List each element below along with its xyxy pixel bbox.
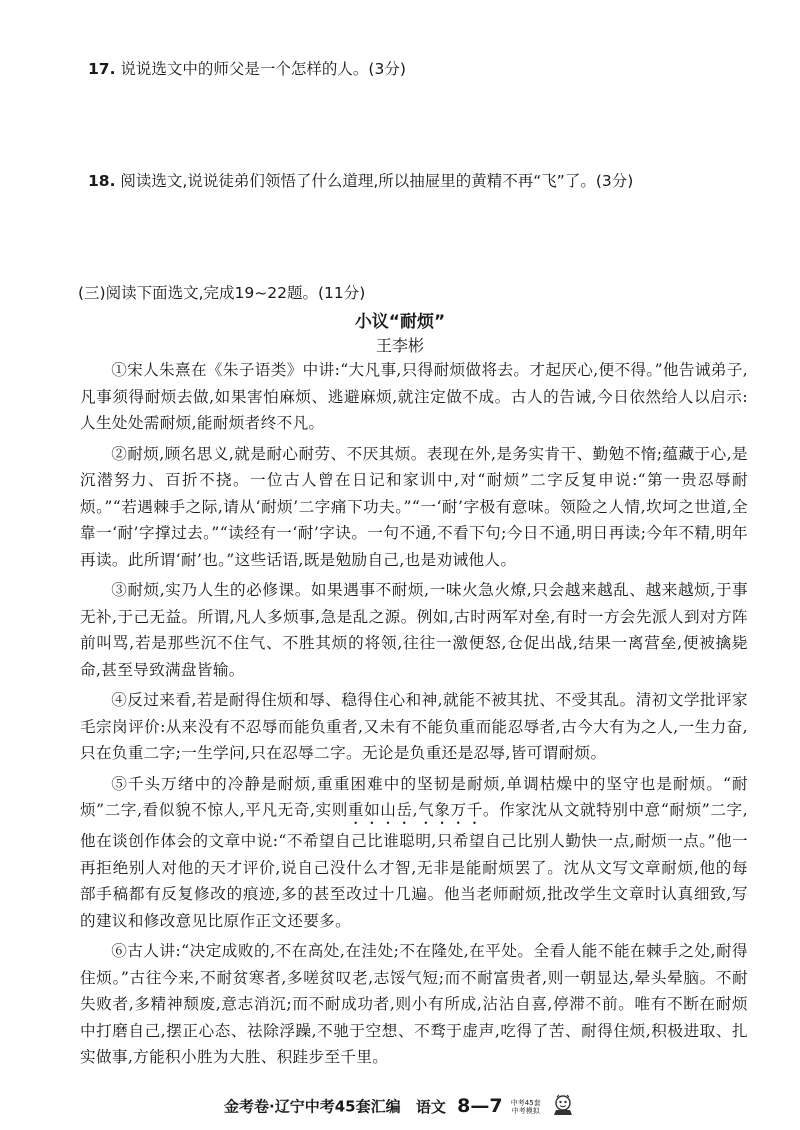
- paragraph-5-comma: ,: [412, 801, 418, 819]
- paragraph-5-part-1: ⑤千头万绪中的冷静是耐烦,重重困难中的坚韧是耐烦,单调枯燥中的坚守也是耐烦。“耐烦”二字,看似貌不惊人,平凡无奇,实则: [80, 774, 748, 819]
- footer-mini-label: [511, 1099, 541, 1115]
- paragraph-6: ⑥古人讲:“决定成败的,不在高处,在洼处;不在隆处,在平处。全看人能不能在棘手之处,耐得住烦。”古往今来,不耐贫寒者,多嗟贫叹老,志馁气短;而不耐富贵者,则一朝显达,晕头晕脑。不耐失败者,多精神颓废,意志消沉;而不耐成功者,则小有所成,沾沾自喜,停滞不前。唯有不断在耐烦中打磨自己,摆正心态、祛除浮躁,不驰于空想、不骛于虚声,吃得了苦、耐得住烦,积极进取、扎实做事,方能积小胜为大胜、积跬步至千里。: [80, 942, 748, 1066]
- paragraph-5-part-2: 。作家沈从文就特别中意“耐烦”二字,他在谈创作体会的文章中说:“不希望自己比谁聪明,只希望自己比别人勤快一点,耐烦一点。”他一再拒绝别人对他的天才评价,说自己没什么才智,无非是能耐烦罢了。沈从文写文章耐烦,他的每部手稿都有反复修改的痕迹,多的甚至改过十几遍。他当老师耐烦,批改学生文章时认真细致,写的建议和修改意见比原作正文还要多。: [80, 801, 749, 930]
- paragraph-5: [80, 771, 748, 935]
- article-body: [80, 357, 748, 1075]
- article-author: 王李彬: [375, 336, 424, 355]
- question-number: 18.: [88, 172, 116, 190]
- subject-label: 语文: [415, 1097, 446, 1116]
- article-title: 小议“耐烦”: [354, 312, 446, 332]
- paragraph-3: ③耐烦,实乃人生的必修课。如果遇事不耐烦,一味火急火燎,只会越来越乱、越来越烦,于事无补,于己无益。所谓,凡人多烦事,急是乱之源。例如,古时两军对垒,有时一方会先派人到对方阵前叫骂,若是那些沉不住气、不胜其烦的将领,往往一激便怒,仓促出战,结果一离营垒,便被擒毙命,甚至导致满盘皆输。: [80, 581, 748, 679]
- footer-mini-line-2: 中考模拟: [511, 1107, 540, 1115]
- question-number: 17.: [88, 60, 116, 78]
- emphasized-phrase: 重如山岳: [347, 801, 413, 819]
- question-text: 说说选文中的师父是一个怎样的人。(3分): [120, 60, 406, 78]
- book-title: 金考卷·辽宁中考45套汇编: [224, 1097, 401, 1116]
- mascot-logo-icon: [550, 1094, 576, 1120]
- emphasized-phrase: 气象万千: [417, 801, 483, 819]
- question-18: [88, 170, 633, 192]
- page-number: 8—7: [457, 1094, 503, 1117]
- paragraph-4: ④反过来看,若是耐得住烦和辱、稳得住心和神,就能不被其扰、不受其乱。清初文学批评家毛宗岗评价:从来没有不忍辱而能负重者,又未有不能负重而能忍辱者,古今大有为之人,一生力奋,只在负重二字;一生学问,只在忍辱二字。无论是负重还是忍辱,皆可谓耐烦。: [80, 691, 748, 762]
- paragraph-2: ②耐烦,顾名思义,就是耐心耐劳、不厌其烦。表现在外,是务实肯干、勤勉不惰;蕴藏于心,是沉潜努力、百折不挠。一位古人曾在日记和家训中,对“耐烦”二字反复申说:“第一贵忍辱耐烦。”“若遇棘手之际,请从‘耐烦’二字痛下功夫。”“一‘耐’字极有意味。领险之人情,坎坷之世道,全靠一‘耐’字撑过去。”“读经有一‘耐’字诀。一句不通,不看下句;今日不通,明日再读;今年不精,明年再读。此所谓‘耐’也。”这些话语,既是勉励自己,也是劝诫他人。: [80, 444, 748, 569]
- question-17: [88, 58, 406, 80]
- footer-mini-line-1: 中考45套: [510, 1099, 541, 1107]
- question-text: 阅读选文,说说徒弟们领悟了什么道理,所以抽屉里的黄精不再“飞”了。(3分): [120, 172, 634, 190]
- paragraph-1: ①宋人朱熹在《朱子语类》中讲:“大凡事,只得耐烦做将去。才起厌心,便不得。”他告诫弟子,凡事须得耐烦去做,如果害怕麻烦、逃避麻烦,就注定做不成。古人的告诫,今日依然给人以启示:人生处处需耐烦,能耐烦者终不凡。: [80, 361, 748, 432]
- page-footer: [0, 1094, 800, 1120]
- section-heading: (三)阅读下面选文,完成19~22题。(11分): [78, 284, 366, 302]
